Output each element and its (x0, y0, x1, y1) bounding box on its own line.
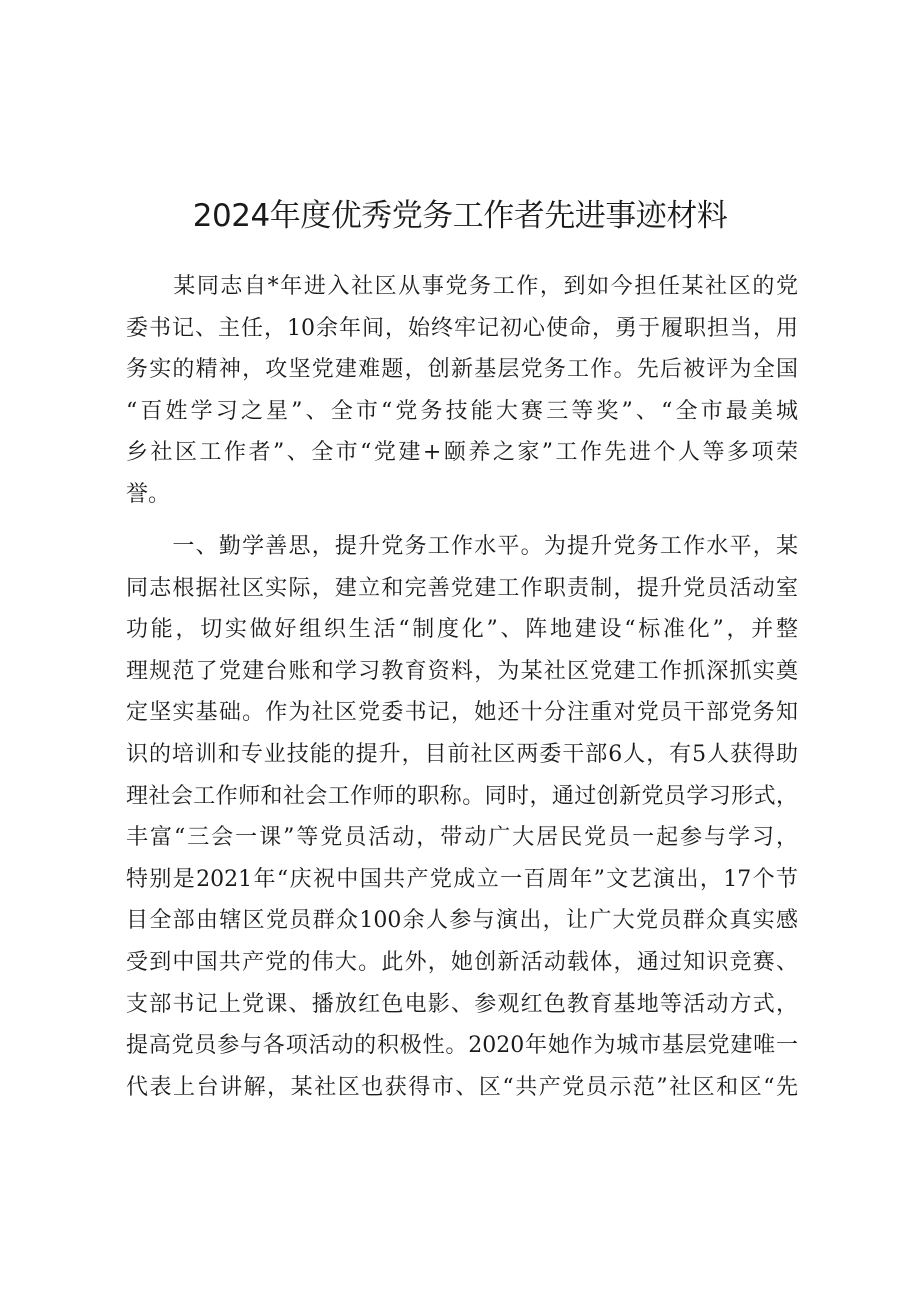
text-line: 同志根据社区实际，建立和完善党建工作职责制，提升党员活动室 (126, 575, 798, 601)
text-line: “百姓学习之星”、全市“党务技能大赛三等奖”、“全市最美城 (126, 398, 798, 424)
text-line: 理规范了党建台账和学习教育资料，为某社区党建工作抓深抓实奠 (126, 658, 798, 684)
text-line: 目全部由辖区党员群众100余人参与演出，让广大党员群众真实感 (126, 908, 798, 934)
text-line: 受到中国共产党的伟大。此外，她创新活动载体，通过知识竞赛、 (126, 949, 798, 975)
text-line: 誉。 (126, 481, 171, 507)
text-line: 某同志自*年进入社区从事党务工作，到如今担任某社区的党 (126, 274, 798, 299)
paragraph-intro (126, 270, 798, 520)
paragraph-section-one (126, 530, 798, 1112)
text-line: 特别是2021年“庆祝中国共产党成立一百周年”文艺演出，17个节 (126, 866, 798, 892)
text-line: 乡社区工作者”、全市“党建+颐养之家”工作先进个人等多项荣 (126, 440, 798, 466)
text-line: 支部书记上党课、播放红色电影、参观红色教育基地等活动方式， (126, 991, 798, 1017)
document-title: 2024年度优秀党务工作者先进事迹材料 (192, 198, 728, 234)
text-line: 代表上台讲解，某社区也获得市、区“共产党员示范”社区和区“先 (126, 1074, 798, 1100)
text-line: 委书记、主任，10余年间，始终牢记初心使命，勇于履职担当，用 (126, 315, 798, 341)
text-line: 丰富“三会一课”等党员活动，带动广大居民党员一起参与学习， (126, 825, 798, 851)
text-line: 提高党员参与各项活动的积极性。2020年她作为城市基层党建唯一 (126, 1033, 798, 1059)
text-line: 理社会工作师和社会工作师的职称。同时，通过创新党员学习形式， (126, 783, 798, 809)
text-line: 一、勤学善思，提升党务工作水平。为提升党务工作水平，某 (126, 534, 798, 559)
text-line: 定坚实基础。作为社区党委书记，她还十分注重对党员干部党务知 (126, 700, 798, 726)
text-line: 识的培训和专业技能的提升，目前社区两委干部6人，有5人获得助 (126, 741, 798, 767)
text-line: 功能，切实做好组织生活“制度化”、阵地建设“标准化”，并整 (126, 617, 798, 643)
text-line: 务实的精神，攻坚党建难题，创新基层党务工作。先后被评为全国 (126, 357, 798, 383)
